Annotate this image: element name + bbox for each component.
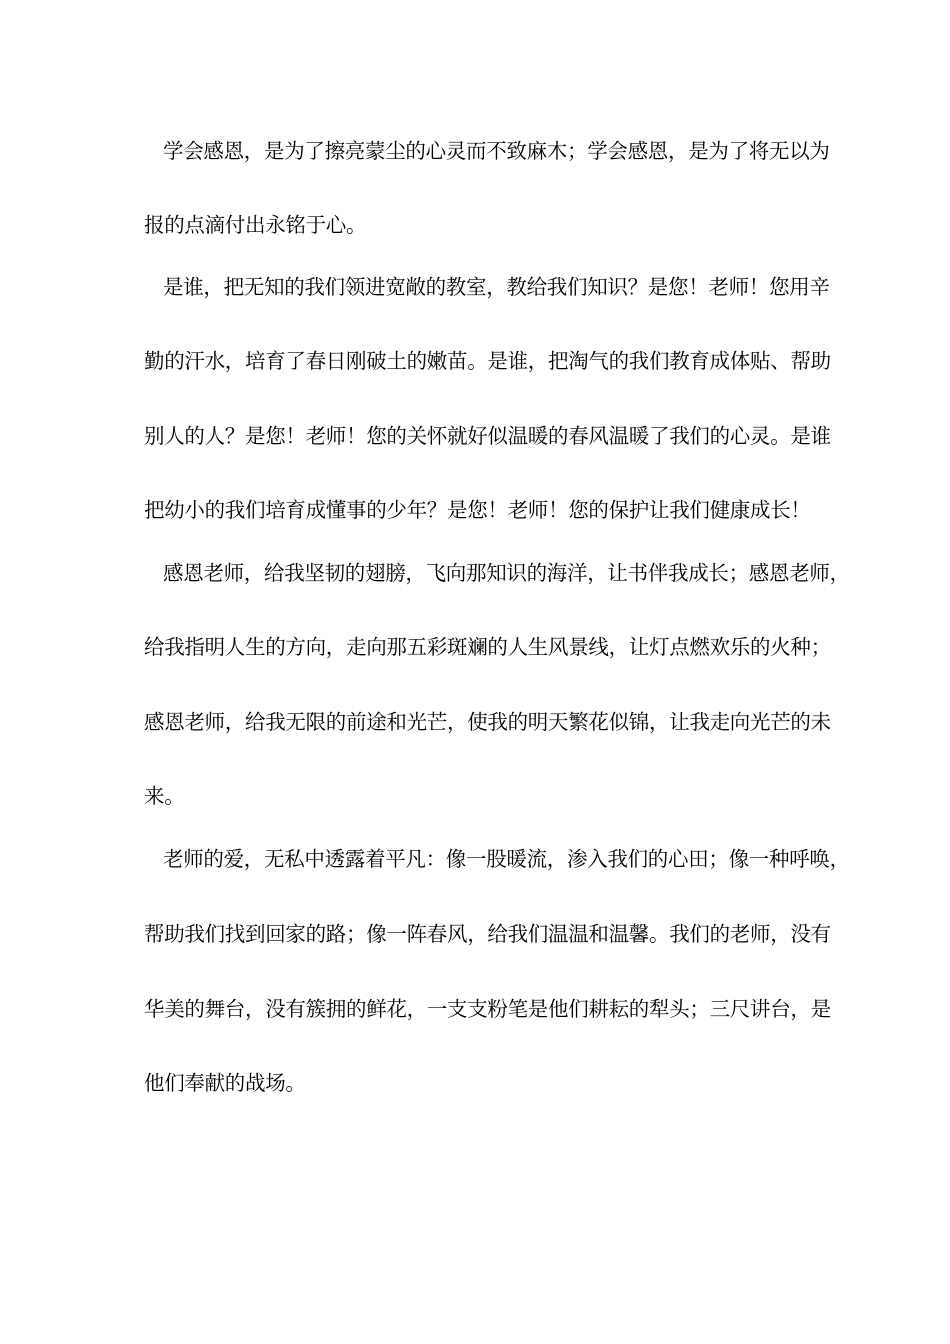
paragraph-4-line-3: 华美的舞台，没有簇拥的鲜花，一支支粉笔是他们耕耘的犁头；三尺讲台，是 <box>144 997 831 1021</box>
paragraph-3-line-2: 给我指明人生的方向，走向那五彩斑斓的人生风景线，让灯点燃欢乐的火种； <box>144 635 831 659</box>
paragraph-1-line-1: 学会感恩，是为了擦亮蒙尘的心灵而不致麻木；学会感恩，是为了将无以为 <box>163 139 830 163</box>
paragraph-2-line-2: 勤的汗水，培育了春日刚破土的嫩苗。是谁，把淘气的我们教育成体贴、帮助 <box>144 349 831 373</box>
paragraph-3-line-4: 来。 <box>144 784 185 808</box>
paragraph-2-line-4: 把幼小的我们培育成懂事的少年？是您！老师！您的保护让我们健康成长！ <box>144 498 811 522</box>
paragraph-1-line-2: 报的点滴付出永铭于心。 <box>144 213 367 237</box>
paragraph-4-line-4: 他们奉献的战场。 <box>144 1071 306 1095</box>
paragraph-3-line-1: 感恩老师，给我坚韧的翅膀，飞向那知识的海洋，让书伴我成长；感恩老师， <box>163 561 850 585</box>
paragraph-3-line-3: 感恩老师，给我无限的前途和光芒，使我的明天繁花似锦，让我走向光芒的未 <box>144 710 831 734</box>
paragraph-4-line-1: 老师的爱，无私中透露着平凡：像一股暖流，渗入我们的心田；像一种呼唤， <box>163 847 850 871</box>
paragraph-2-line-1: 是谁，把无知的我们领进宽敞的教室，教给我们知识？是您！老师！您用辛 <box>163 275 830 299</box>
paragraph-4-line-2: 帮助我们找到回家的路；像一阵春风，给我们温温和温馨。我们的老师，没有 <box>144 922 831 946</box>
paragraph-2-line-3: 别人的人？是您！老师！您的关怀就好似温暖的春风温暖了我们的心灵。是谁 <box>144 424 831 448</box>
